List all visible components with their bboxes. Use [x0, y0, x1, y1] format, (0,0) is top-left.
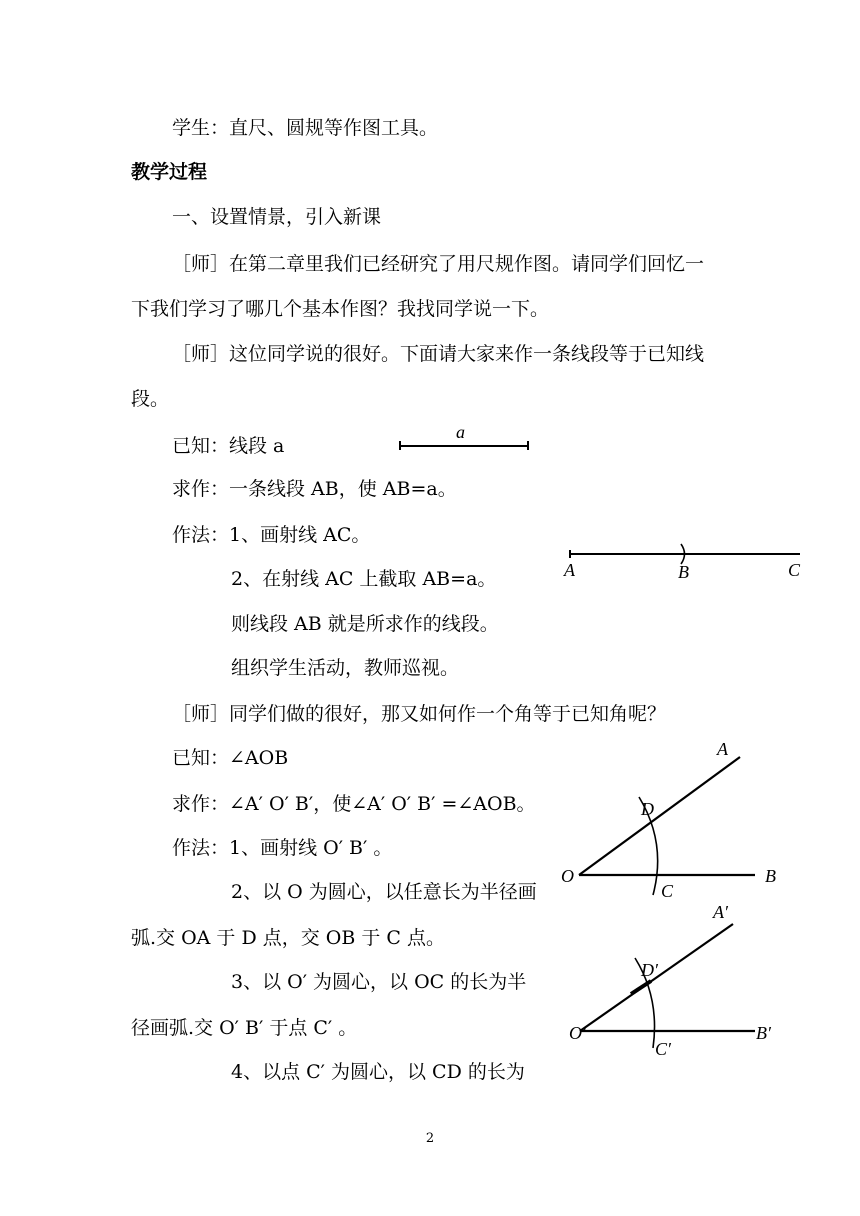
angle-step-2: 2、以 O 为圆心，以任意长为半径画: [231, 881, 537, 903]
angle-step-1: 作法：1、画射线 O′ B′ 。: [172, 837, 393, 859]
result-line: 则线段 AB 就是所求作的线段。: [231, 613, 499, 635]
teacher-line-1: ［师］在第二章里我们已经研究了用尺规作图。请同学们回忆一: [172, 253, 705, 275]
angle-prime-label-o: O′: [569, 1023, 586, 1043]
ray-label-b: B: [678, 562, 689, 582]
angle-step-4: 4、以点 C′ 为圆心，以 CD 的长为: [231, 1061, 525, 1083]
given-angle: 已知：∠AOB: [172, 747, 289, 769]
teacher-line-1-cont: 下我们学习了哪几个基本作图？我找同学说一下。: [131, 298, 550, 320]
ray-label-a: A: [564, 560, 575, 580]
angle-step-3: 3、以 O′ 为圆心，以 OC 的长为半: [231, 971, 527, 993]
segment-a-label: a: [456, 422, 465, 442]
segment-a-figure: [390, 420, 540, 460]
angle-label-a: A: [717, 739, 728, 759]
teacher-line-2: ［师］这位同学说的很好。下面请大家来作一条线段等于已知线: [172, 343, 705, 365]
tools-line: 学生：直尺、圆规等作图工具。: [172, 117, 439, 139]
angle-prime-label-b: B′: [756, 1023, 771, 1043]
angle-label-o: O: [561, 866, 574, 886]
angle-label-b: B: [765, 866, 776, 886]
construct-segment: 求作：一条线段 AB，使 AB=a。: [172, 478, 457, 500]
angle-prime-label-a: A′: [713, 902, 728, 922]
angle-step-3-cont: 径画弧.交 O′ B′ 于点 C′ 。: [131, 1017, 358, 1039]
angle-label-d: D: [641, 799, 654, 819]
construct-angle: 求作：∠A′ O′ B′，使∠A′ O′ B′ =∠AOB。: [172, 793, 536, 815]
ray-ac-figure: [560, 540, 810, 585]
angle-prime-label-d: D′: [641, 960, 658, 980]
teacher-line-2-cont: 段。: [131, 388, 170, 410]
page-number: 2: [425, 1131, 435, 1146]
method-step-1: 作法：1、画射线 AC。: [172, 524, 371, 546]
angle-aob-figure: [555, 735, 795, 905]
angle-prime-figure: [555, 898, 795, 1068]
angle-label-c: C: [661, 881, 674, 901]
teacher-line-3: ［师］同学们做的很好，那又如何作一个角等于已知角呢？: [172, 703, 667, 725]
method-step-2: 2、在射线 AC 上截取 AB=a。: [231, 568, 497, 590]
angle-step-2-cont: 弧.交 OA 于 D 点，交 OB 于 C 点。: [131, 927, 445, 949]
subsection-title: 一、设置情景，引入新课: [172, 206, 382, 228]
given-segment: 已知：线段 a: [172, 435, 285, 457]
section-heading: 教学过程: [131, 161, 208, 183]
ray-label-c: C: [788, 560, 801, 580]
activity-line: 组织学生活动，教师巡视。: [231, 657, 460, 679]
angle-prime-label-c: C′: [655, 1039, 671, 1059]
